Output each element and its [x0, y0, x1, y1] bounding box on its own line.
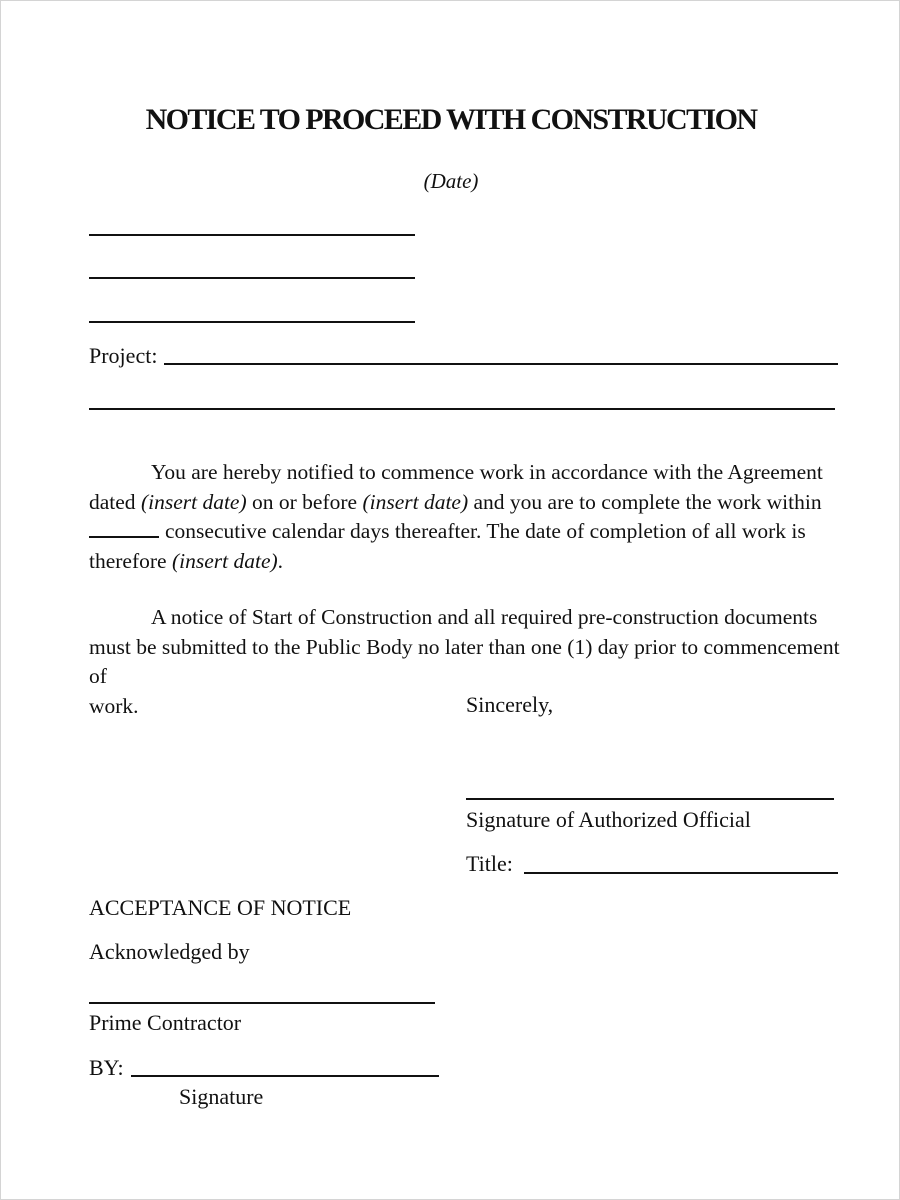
document-title: NOTICE TO PROCEED WITH CONSTRUCTION — [145, 103, 757, 136]
signature-label: Signature of Authorized Official — [466, 807, 751, 832]
closing-sincerely: Sincerely, — [466, 692, 554, 717]
address-line-2[interactable] — [89, 277, 415, 279]
title-line[interactable] — [524, 872, 838, 874]
address-line-3[interactable] — [89, 321, 415, 323]
notice-line-2a: dated — [89, 489, 141, 514]
documents-line-1: A notice of Start of Construction and all required pre-construction documents — [151, 605, 818, 629]
days-blank[interactable] — [89, 522, 159, 538]
notice-line-2c: on or before — [246, 489, 363, 514]
documents-line-2: must be submitted to the Public Body no later than one (1) day prior to commencement of — [89, 634, 840, 688]
acknowledged-by-label: Acknowledged by — [89, 939, 250, 964]
by-signature-line[interactable] — [131, 1075, 439, 1077]
official-signature-line[interactable] — [466, 798, 834, 800]
project-label: Project: — [89, 343, 158, 368]
title-label: Title: — [466, 851, 513, 876]
address-line-1[interactable] — [89, 234, 415, 236]
project-line-2[interactable] — [89, 408, 835, 410]
date-placeholder: (Date) — [423, 169, 479, 193]
notice-line-1: You are hereby notified to commence work in accordance with the Agreement — [151, 460, 823, 484]
prime-contractor-label: Prime Contractor — [89, 1010, 242, 1035]
project-line-1[interactable] — [164, 363, 838, 365]
notice-line-3: consecutive calendar days thereafter. The date of completion of all work is — [165, 519, 806, 543]
notice-line-4c: . — [277, 548, 284, 573]
notice-line-4a: therefore — [89, 548, 172, 573]
documents-line-3: work. — [89, 693, 139, 718]
insert-date-3: (insert date) — [171, 548, 278, 573]
notice-paragraph — [89, 458, 849, 576]
acceptance-heading: ACCEPTANCE OF NOTICE — [89, 895, 352, 920]
contractor-line[interactable] — [89, 1002, 435, 1004]
signature-caption: Signature — [179, 1084, 264, 1109]
notice-line-2e: and you are to complete the work within — [468, 489, 822, 514]
insert-date-1: (insert date) — [140, 489, 247, 514]
insert-date-2: (insert date) — [362, 489, 469, 514]
by-label: BY: — [89, 1055, 124, 1080]
